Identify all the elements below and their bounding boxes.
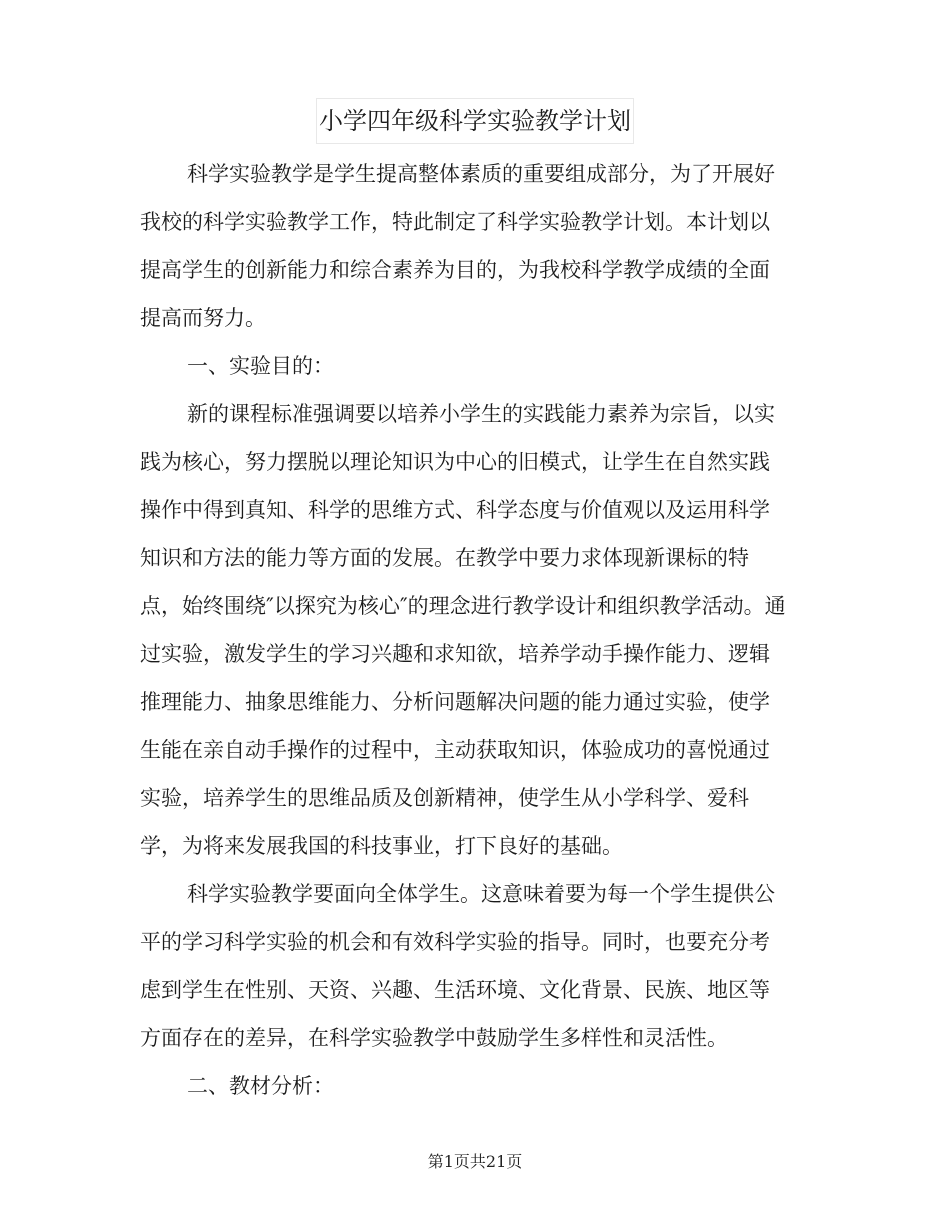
paragraph-line: 方面存在的差异，在科学实验教学中鼓励学生多样性和灵活性。 <box>140 1026 728 1050</box>
paragraph-line: 虑到学生在性别、天资、兴趣、生活环境、文化背景、民族、地区等 <box>140 978 770 1002</box>
section-heading: 二、教材分析： <box>187 1074 334 1098</box>
title-container <box>0 98 950 144</box>
paragraph-line: 学，为将来发展我国的科技事业，打下良好的基础。 <box>140 834 623 858</box>
paragraph-line: 践为核心，努力摆脱以理论知识为中心的旧模式，让学生在自然实践 <box>140 450 770 474</box>
paragraph-line: 提高而努力。 <box>140 306 266 330</box>
paragraph-line: 推理能力、抽象思维能力、分析问题解决问题的能力通过实验，使学 <box>140 690 770 714</box>
paragraph-line: 科学实验教学是学生提高整体素质的重要组成部分，为了开展好 <box>187 162 775 186</box>
paragraph-line: 操作中得到真知、科学的思维方式、科学态度与价值观以及运用科学 <box>140 498 770 522</box>
paragraph-line: 知识和方法的能力等方面的发展。在教学中要力求体现新课标的特 <box>140 546 749 570</box>
page-footer: 第1页共21页 <box>427 1152 523 1171</box>
section-heading: 一、实验目的： <box>187 354 334 378</box>
document-title: 小学四年级科学实验教学计划 <box>316 98 634 144</box>
paragraph-line: 过实验，激发学生的学习兴趣和求知欲，培养学动手操作能力、逻辑 <box>140 642 770 666</box>
document-body <box>140 154 812 1114</box>
paragraph-line: 点，始终围绕″以探究为核心″的理念进行教学设计和组织教学活动。通 <box>140 594 786 618</box>
paragraph-line: 实验，培养学生的思维品质及创新精神，使学生从小学科学、爱科 <box>140 786 749 810</box>
paragraph-line: 我校的科学实验教学工作，特此制定了科学实验教学计划。本计划以 <box>140 210 770 234</box>
paragraph-line: 生能在亲自动手操作的过程中，主动获取知识，体验成功的喜悦通过 <box>140 738 770 762</box>
paragraph-line: 平的学习科学实验的机会和有效科学实验的指导。同时，也要充分考 <box>140 930 770 954</box>
paragraph-line: 提高学生的创新能力和综合素养为目的，为我校科学教学成绩的全面 <box>140 258 770 282</box>
paragraph-line: 科学实验教学要面向全体学生。这意味着要为每一个学生提供公 <box>187 882 775 906</box>
paragraph-line: 新的课程标准强调要以培养小学生的实践能力素养为宗旨，以实 <box>187 402 775 426</box>
